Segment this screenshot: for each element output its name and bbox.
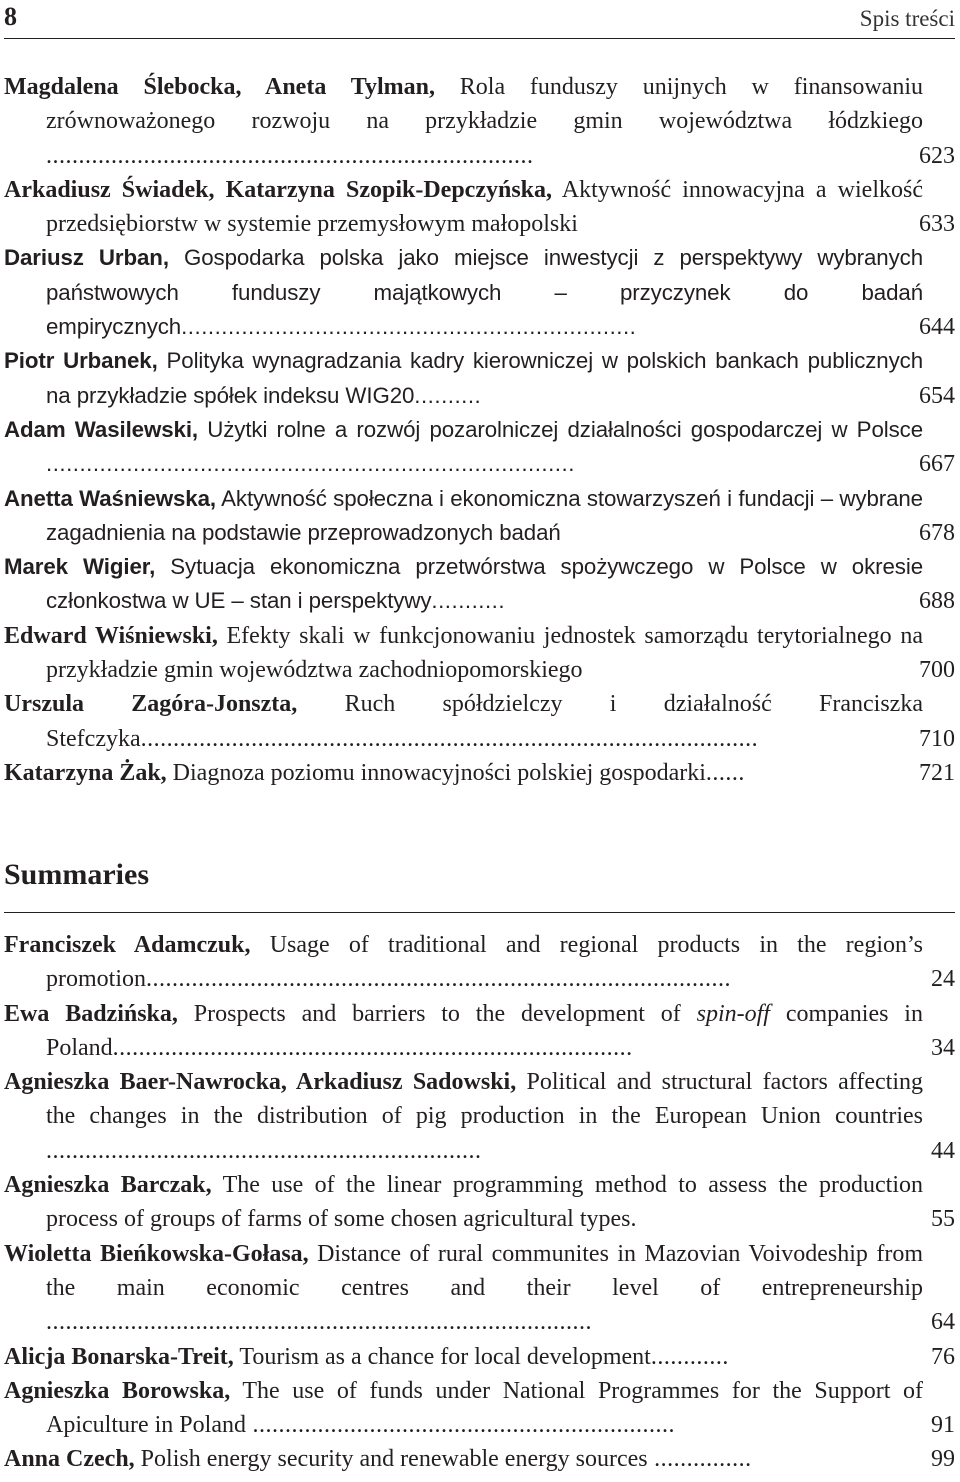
entry-page-number: 633 xyxy=(919,211,955,238)
entry-page-number: 654 xyxy=(919,382,955,409)
toc-entry-text xyxy=(4,241,923,344)
entry-page-number: 34 xyxy=(931,1034,955,1061)
entry-author: Dariusz Urban, xyxy=(4,245,169,271)
entry-title: Distance of rural communites in Mazovian Voivodeship from the main economic centres and their level of entrepreneurship xyxy=(46,1240,924,1301)
entry-author: Wioletta Bieńkowska-Gołasa, xyxy=(4,1240,309,1267)
entry-page-number: 623 xyxy=(919,142,955,169)
toc-entry-text xyxy=(4,1374,923,1443)
dot-leader: .......... xyxy=(414,382,482,408)
entry-page-number: 700 xyxy=(919,657,955,684)
dot-leader: ............................................................................................... xyxy=(140,725,759,752)
toc-entry-text xyxy=(4,1340,923,1374)
dot-leader: ............................................................................... xyxy=(46,451,575,477)
toc-entry-text xyxy=(4,413,923,482)
summaries-heading: Summaries xyxy=(4,858,149,891)
entry-page-number: 99 xyxy=(931,1446,955,1473)
entry-title: Ruch spółdzielczy i działalność Franciszka Stefczyka xyxy=(46,691,923,752)
entry-page-number: 76 xyxy=(931,1343,955,1370)
toc-entry-text xyxy=(4,1237,923,1340)
toc-entry-text xyxy=(4,173,923,242)
toc-entry[interactable] xyxy=(4,344,955,413)
toc-entry-text xyxy=(4,619,923,688)
entry-title: The use of the linear programming method to assess the production process of groups of farms of some chosen agricultural types. xyxy=(46,1172,924,1233)
page-header xyxy=(4,0,955,36)
toc-entry[interactable] xyxy=(4,1374,955,1443)
entry-author: Anetta Waśniewska, xyxy=(4,485,217,511)
toc-entry-text xyxy=(4,482,923,551)
entry-title-end: companies in Poland xyxy=(46,1000,923,1061)
entry-author: Arkadiusz Świadek, Katarzyna Szopik-Depczyńska, xyxy=(4,176,553,203)
section-divider xyxy=(4,912,955,913)
entry-author: Agnieszka Barczak, xyxy=(4,1172,212,1199)
entry-page-number: 721 xyxy=(919,759,955,786)
toc-entry[interactable] xyxy=(4,1168,955,1237)
toc-entry-text xyxy=(4,70,923,173)
toc-entry-text xyxy=(4,1168,923,1237)
entry-title: Aktywność społeczna i ekonomiczna stowarzyszeń i fundacji – wybrane zagadnienia na podstawie przeprowadzonych badań xyxy=(46,485,923,545)
toc-entry[interactable] xyxy=(4,756,955,790)
entry-page-number: 644 xyxy=(919,314,955,341)
entry-author: Edward Wiśniewski, xyxy=(4,622,218,649)
dot-leader: ........... xyxy=(431,588,506,614)
toc-entry-text xyxy=(4,928,923,997)
toc-entry[interactable] xyxy=(4,928,955,997)
entry-page-number: 24 xyxy=(931,966,955,993)
entry-title: Prospects and barriers to the development of xyxy=(177,1000,697,1027)
entry-title: Political and structural factors affecting the changes in the distribution of pig production in the European Union countries xyxy=(46,1069,923,1130)
entry-author: Alicja Bonarska-Treit, xyxy=(4,1343,234,1370)
toc-entry-text xyxy=(4,550,923,619)
entry-author: Marek Wigier, xyxy=(4,554,156,580)
toc-entry[interactable] xyxy=(4,997,955,1066)
entry-page-number: 44 xyxy=(931,1137,955,1164)
dot-leader: ................................................................. xyxy=(245,1412,675,1439)
entry-author: Magdalena Ślebocka, Aneta Tylman, xyxy=(4,74,435,100)
dot-leader: .......................................................................................... xyxy=(146,966,731,993)
toc-entry[interactable] xyxy=(4,687,955,756)
toc-entry-text xyxy=(4,687,923,756)
toc-entry[interactable] xyxy=(4,1442,955,1476)
entry-title: Sytuacja ekonomiczna przetwórstwa spożywczego w Polsce w okresie członkostwa w UE – stan i perspektywy xyxy=(46,554,923,614)
toc-entry[interactable] xyxy=(4,482,955,551)
entry-title: The use of funds under National Programmes for the Support of Apiculture in Poland xyxy=(46,1377,923,1439)
entry-page-number: 678 xyxy=(919,519,955,546)
toc-entry[interactable] xyxy=(4,619,955,688)
entry-title: Polityka wynagradzania kadry kierowniczej w polskich bankach publicznych na przykładzie spółek indeksu WIG20 xyxy=(46,348,924,408)
page-number: 8 xyxy=(4,2,17,31)
entry-author: Agnieszka Baer-Nawrocka, Arkadiusz Sadowski, xyxy=(4,1069,517,1096)
entry-title: Efekty skali w funkcjonowaniu jednostek samorządu terytorialnego na przykładzie gmin województwa zachodniopomorskiego xyxy=(46,622,923,684)
dot-leader: .................................................................... xyxy=(181,314,637,340)
entry-author: Adam Wasilewski, xyxy=(4,416,199,442)
toc-entry[interactable] xyxy=(4,1237,955,1340)
entry-page-number: 55 xyxy=(931,1206,955,1233)
entry-title: Użytki rolne a rozwój pozarolniczej działalności gospodarczej w Polsce xyxy=(198,416,923,442)
entry-title: Gospodarka polska jako miejsce inwestycji z perspektywy wybranych państwowych funduszy majątkowych – przyczynek do badań empirycznych xyxy=(46,245,924,340)
entry-title: Aktywność innowacyjna a wielkość przedsiębiorstw w systemie przemysłowym małopolski xyxy=(46,176,923,238)
entry-title: Usage of traditional and regional products in the region’s promotion xyxy=(46,932,923,993)
toc-entry[interactable] xyxy=(4,550,955,619)
dot-leader: ................................................................................ xyxy=(112,1034,633,1061)
dot-leader: .................................................................................... xyxy=(46,1309,592,1336)
running-title: Spis treści xyxy=(859,6,955,31)
toc-entry[interactable] xyxy=(4,173,955,242)
toc-entry[interactable] xyxy=(4,413,955,482)
entry-author: Katarzyna Żak, xyxy=(4,759,167,786)
toc-entry[interactable] xyxy=(4,1065,955,1168)
dot-leader: ................................................................... xyxy=(46,1137,482,1164)
entry-author: Urszula Zagóra-Jonszta, xyxy=(4,691,298,718)
entry-title-italic: spin-off xyxy=(696,1000,770,1027)
entry-page-number: 91 xyxy=(931,1412,955,1439)
summaries-list xyxy=(4,928,955,1477)
entry-author: Anna Czech, xyxy=(4,1446,135,1473)
toc-list xyxy=(4,70,955,790)
dot-leader: ........................................................................... xyxy=(46,142,534,169)
toc-entry-text xyxy=(4,997,923,1066)
entry-title: Tourism as a chance for local development xyxy=(233,1343,651,1370)
header-divider xyxy=(4,38,955,39)
toc-entry[interactable] xyxy=(4,1340,955,1374)
entry-title: Polish energy security and renewable energy sources xyxy=(134,1446,648,1473)
entry-author: Franciszek Adamczuk, xyxy=(4,932,251,958)
toc-entry-text xyxy=(4,756,923,790)
entry-author: Agnieszka Borowska, xyxy=(4,1377,231,1404)
dot-leader: ............... xyxy=(647,1446,752,1473)
entry-author: Piotr Urbanek, xyxy=(4,348,158,374)
entry-title: Rola funduszy unijnych w finansowaniu zrównoważonego rozwoju na przykładzie gmin województwa łódzkiego xyxy=(46,74,924,135)
entry-page-number: 64 xyxy=(931,1309,955,1336)
entry-title: Diagnoza poziomu innowacyjności polskiej gospodarki xyxy=(166,759,706,786)
dot-leader: ............ xyxy=(650,1343,729,1370)
dot-leader: ...... xyxy=(705,759,745,786)
entry-page-number: 710 xyxy=(919,725,955,752)
entry-page-number: 688 xyxy=(919,588,955,615)
toc-entry[interactable] xyxy=(4,70,955,173)
toc-entry-text xyxy=(4,344,923,413)
entry-author: Ewa Badzińska, xyxy=(4,1000,178,1027)
entry-page-number: 667 xyxy=(919,451,955,478)
toc-entry-text xyxy=(4,1065,923,1168)
toc-entry-text xyxy=(4,1442,923,1476)
toc-entry[interactable] xyxy=(4,241,955,344)
